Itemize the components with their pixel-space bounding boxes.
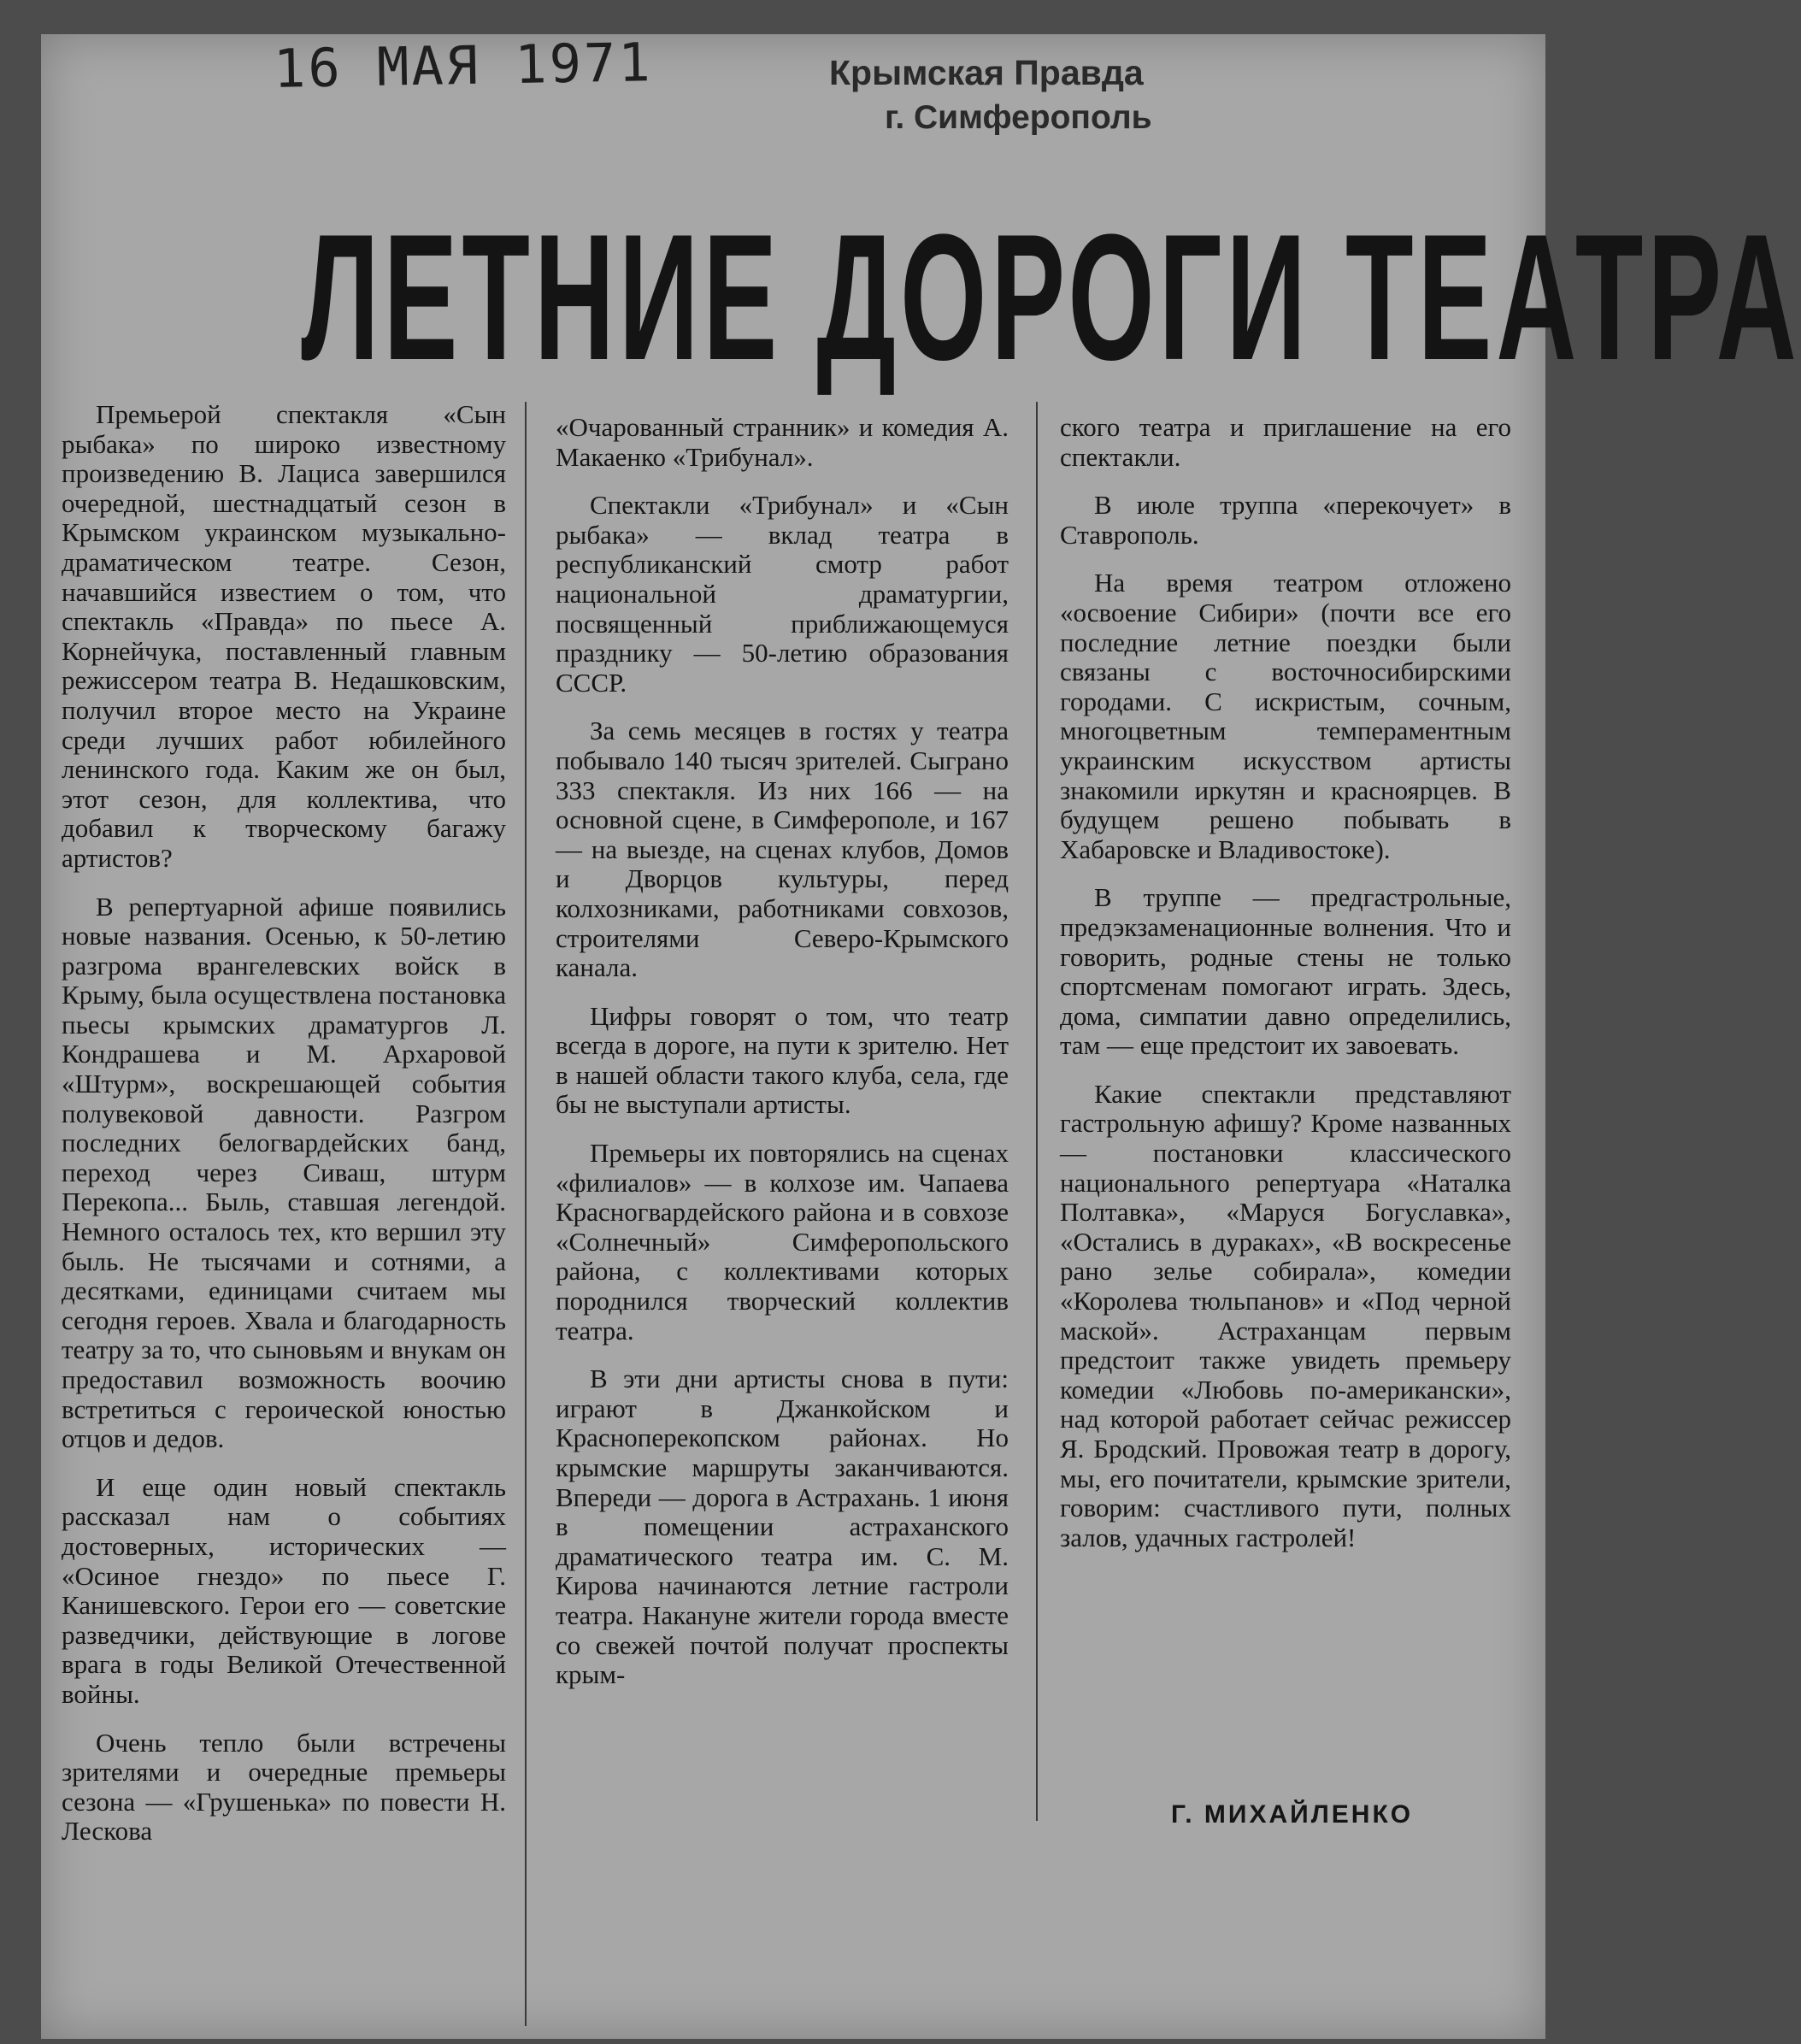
- paragraph: В репертуарной афише появились новые названия. Осенью, к 50-летию разгрома врангелевских войск в Крыму, была осуществлена постановка пьесы крымских драматургов Л. Кондрашева и М. Архаровой «Штурм», воскрешающей события полувековой давности. Разгром последних белогвардейских банд, переход через Сиваш, штурм Перекопа... Быль, ставшая легендой. Немного осталось тех, кто вершил эту быль. Не тысячами и сотнями, а десятками, единицами считаем мы сегодня героев. Хвала и благодарность театру за то, что сыновьям и внукам он предоставил возможность воочию встретиться с героической юностью отцов и дедов.: [62, 891, 506, 1454]
- paragraph: «Очарованный странник» и комедия А. Макаенко «Трибунал».: [556, 412, 1009, 472]
- column-divider: [525, 402, 527, 2026]
- newspaper-name: Крымская Правда: [829, 53, 1144, 92]
- article-column-2: [556, 413, 1009, 1709]
- paragraph: Цифры говорят о том, что театр всегда в дороге, на пути к зрителю. Нет в нашей области такого клуба, села, где бы не выступали артисты.: [556, 1000, 1009, 1120]
- article-column-3: [1060, 413, 1511, 1571]
- paragraph: За семь месяцев в гостях у театра побывало 140 тысяч зрителей. Сыграно 333 спектакля. Из них 166 — на основной сцене, в Симферополе, и 167 — на выезде, на сценах клубов, Домов и Дворцов культуры, перед колхозниками, работниками совхозов, строителями Северо-Крымского канала.: [556, 716, 1009, 983]
- paragraph: Очень тепло были встречены зрителями и очередные премьеры сезона — «Грушенька» по повести Н. Лескова: [62, 1727, 506, 1847]
- author-signature: Г. МИХАЙЛЕНКО: [1171, 1800, 1414, 1829]
- paragraph: В июле труппа «перекочует» в Ставрополь.: [1060, 490, 1511, 550]
- newspaper-city: г. Симферополь: [885, 99, 1152, 136]
- paragraph: Спектакли «Трибунал» и «Сын рыбака» — вклад театра в республиканский смотр работ национальной драматургии, посвященный приближающемуся празднику — 50-летию образования СССР.: [556, 490, 1009, 698]
- paragraph: И еще один новый спектакль рассказал нам о событиях достоверных, исторических — «Осиное гнездо» по пьесе Г. Канишевского. Герои его — советские разведчики, действующие в логове врага в годы Великой Отечественной войны.: [62, 1471, 506, 1709]
- article-headline: ЛЕТНИЕ ДОРОГИ ТЕАТРА: [301, 197, 1801, 398]
- paragraph: В труппе — предгастрольные, предэкзаменационные волнения. Что и говорить, родные стены не только спортсменам помогают играть. Здесь, дома, симпатии давно определились, там — еще предстоит их завоевать.: [1060, 882, 1511, 1061]
- date-stamp: 16 МАЯ 1971: [273, 31, 654, 100]
- paragraph: В эти дни артисты снова в пути: играют в Джанкойском и Красноперекопском районах. Но крымские маршруты заканчиваются. Впереди — дорога в Астрахань. 1 июня в помещении астраханского драматического театра им. С. М. Кирова начинаются летние гастроли театра. Накануне жители города вместе со свежей почтой получат проспекты крым-: [556, 1364, 1009, 1690]
- paragraph: Какие спектакли представляют гастрольную афишу? Кроме названных — постановки классического национального репертуара «Наталка Полтавка», «Маруся Богуславка», «Остались в дураках», «В воскресенье рано зелье собирала», комедии «Королева тюльпанов» и «Под черной маской». Астраханцам первым предстоит также увидеть премьеру комедии «Любовь по-американски», над которой работает сейчас режиссер Я. Бродский. Провожая театр в дорогу, мы, его почитатели, крымские зрители, говорим: счастливого пути, полных залов, удачных гастролей!: [1060, 1078, 1511, 1552]
- paragraph: ского театра и приглашение на его спектакли.: [1060, 412, 1511, 472]
- paragraph: Премьеры их повторялись на сценах «филиалов» — в колхозе им. Чапаева Красногвардейского района и в совхозе «Солнечный» Симферопольского района, с коллективами которых породнился творческий коллектив театра.: [556, 1138, 1009, 1346]
- column-divider: [1036, 402, 1038, 1821]
- paragraph: На время театром отложено «освоение Сибири» (почти все его последние летние поездки были связаны с восточносибирскими городами. С искристым, сочным, многоцветным темпераментным украинским искусством артисты знакомили иркутян и красноярцев. В будущем решено побывать в Хабаровске и Владивостоке).: [1060, 568, 1511, 864]
- article-column-1: [62, 400, 506, 1865]
- paragraph: Премьерой спектакля «Сын рыбака» по широко известному произведению В. Лациса завершился очередной, шестнадцатый сезон в Крымском украинском музыкально-драматическом театре. Сезон, начавшийся известием о том, что спектакль «Правда» по пьесе А. Корнейчука, поставленный главным режиссером театра В. Недашковским, получил второе место на Украине среди лучших работ юбилейного ленинского года. Каким же он был, этот сезон, для коллектива, что добавил к творческому багажу артистов?: [62, 399, 506, 873]
